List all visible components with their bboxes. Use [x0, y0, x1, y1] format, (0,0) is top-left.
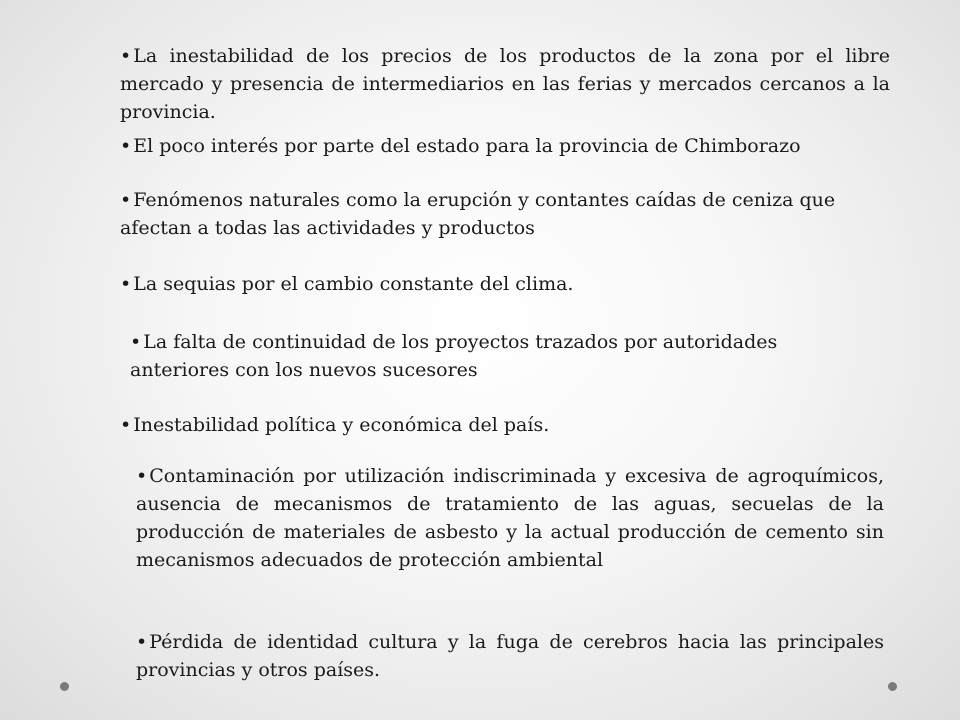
bullet-contamination: • Contaminación por utilización indiscriminada y excesiva de agroquímicos, ausencia de mecanismos de tratamiento de las aguas, secuelas de la producción de materiales de asbesto y la actual producción de cemento sin mecanismos adecuados de protección ambiental — [136, 462, 884, 574]
bullet-political-instability: • Inestabilidad política y económica del país. — [120, 411, 860, 439]
bullet-project-continuity: • La falta de continuidad de los proyectos trazados por autoridades anteriores con los nuevos sucesores — [130, 328, 870, 384]
corner-dot-left — [60, 682, 69, 691]
bullet-price-instability: • La inestabilidad de los precios de los productos de la zona por el libre mercado y presencia de intermediarios en las ferias y mercados cercanos a la provincia. — [120, 42, 890, 126]
corner-dot-right — [888, 682, 897, 691]
bullet-cultural-identity: • Pérdida de identidad cultura y la fuga de cerebros hacia las principales provincias y otros países. — [136, 628, 884, 684]
bullet-natural-phenomena: • Fenómenos naturales como la erupción y contantes caídas de ceniza que afectan a todas las actividades y productos — [120, 186, 860, 242]
bullet-state-disinterest: • El poco interés por parte del estado para la provincia de Chimborazo — [120, 132, 900, 160]
bullet-droughts: • La sequias por el cambio constante del clima. — [120, 270, 860, 298]
